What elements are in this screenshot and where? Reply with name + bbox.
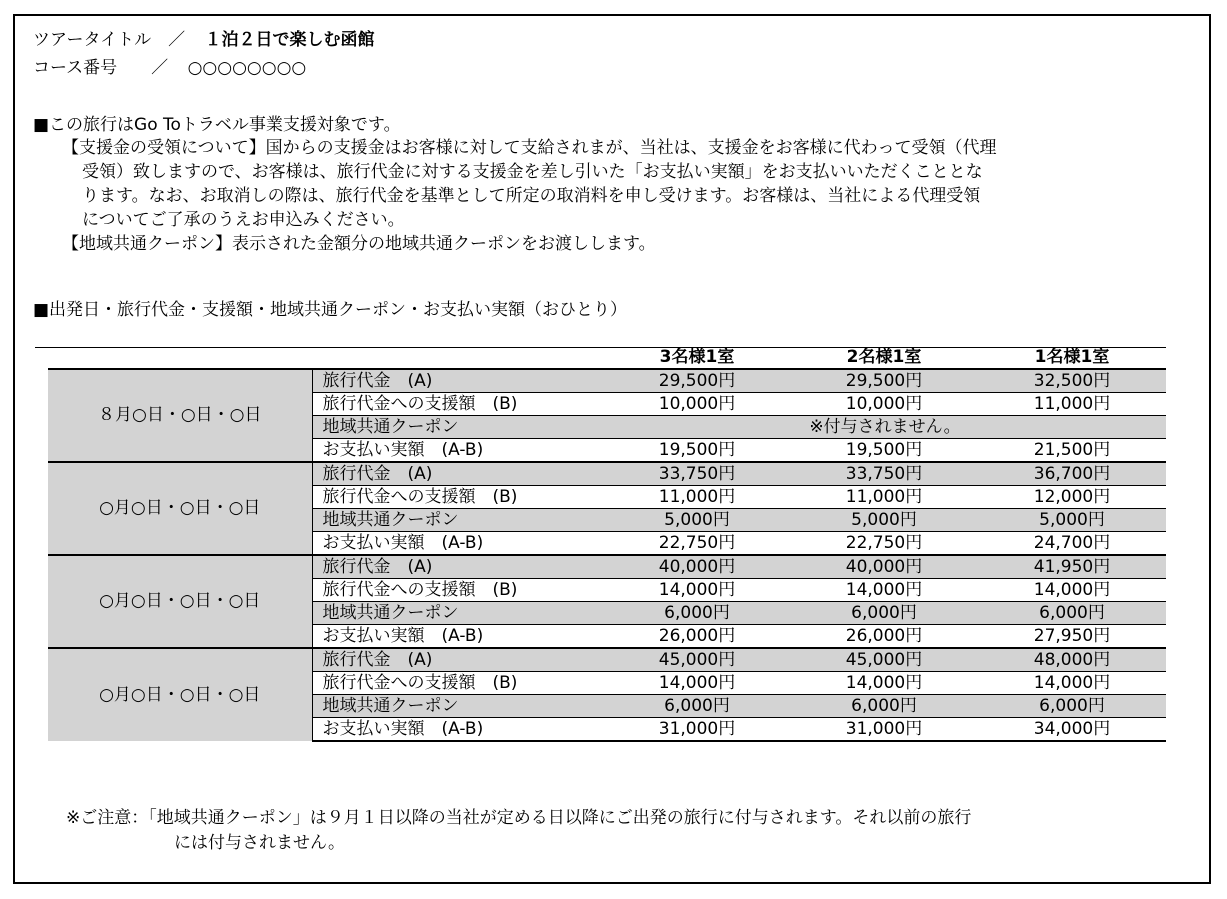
fare-value-cell: 11,000円 [790, 486, 978, 509]
fare-value-cell: 6,000円 [790, 695, 978, 718]
departure-date-cell: ○月○日・○日・○日 [48, 462, 312, 555]
fare-item-label: お支払い実額 (A-B) [312, 532, 604, 556]
fare-value-cell: 11,000円 [978, 393, 1166, 416]
fare-value-cell: 19,500円 [790, 439, 978, 463]
fare-item-label: 地域共通クーポン [312, 602, 604, 625]
fare-value-cell: 32,500円 [978, 369, 1166, 393]
fare-item-label: 地域共通クーポン [312, 695, 604, 718]
fare-value-cell: 36,700円 [978, 462, 1166, 486]
table-header-row [48, 346, 1166, 369]
course-number-label: コース番号 ／ [33, 58, 169, 78]
table-row [48, 555, 1166, 579]
departure-date-cell: ８月○日・○日・○日 [48, 369, 312, 462]
fare-value-cell: 33,750円 [604, 462, 790, 486]
fare-value-cell: 6,000円 [978, 695, 1166, 718]
fare-value-cell: 29,500円 [790, 369, 978, 393]
fare-item-label: 旅行代金への支援額 (B) [312, 579, 604, 602]
fare-value-cell: 5,000円 [978, 509, 1166, 532]
fare-value-cell: 6,000円 [790, 602, 978, 625]
fare-item-label: お支払い実額 (A-B) [312, 718, 604, 742]
caution-line: ※ご注意：「地域共通クーポン」は９月１日以降の当社が定める日以降にご出発の旅行に付与されます。それ以前の旅行 [66, 808, 972, 828]
notice-line: 【支援金の受領について】国からの支援金はお客様に対して支給されまが、当社は、支援金をお客様に代わって受領（代理 [62, 138, 997, 158]
fare-table [48, 346, 1166, 742]
column-header: 1名様1室 [1034, 346, 1110, 367]
fare-item-label: 旅行代金への支援額 (B) [312, 393, 604, 416]
fare-value-cell: 27,950円 [978, 625, 1166, 649]
column-header: 3名様1室 [659, 346, 735, 367]
fare-value-cell: 5,000円 [604, 509, 790, 532]
table-row [48, 369, 1166, 393]
caution-line: には付与されません。 [174, 833, 346, 853]
fare-table-heading: ■出発日・旅行代金・支援額・地域共通クーポン・お支払い実額（おひとり） [33, 300, 628, 320]
fare-value-cell: 48,000円 [978, 648, 1166, 672]
fare-value-cell: 34,000円 [978, 718, 1166, 742]
departure-date-cell: ○月○日・○日・○日 [48, 555, 312, 648]
fare-item-label: 旅行代金 (A) [312, 648, 604, 672]
fare-item-label: 旅行代金への支援額 (B) [312, 486, 604, 509]
fare-value-cell: 6,000円 [604, 695, 790, 718]
fare-item-label: 旅行代金 (A) [312, 369, 604, 393]
fare-value-cell: 12,000円 [978, 486, 1166, 509]
fare-value-cell: 40,000円 [790, 555, 978, 579]
fare-item-label: 旅行代金 (A) [312, 555, 604, 579]
tour-title-row [33, 28, 375, 52]
fare-value-cell: 14,000円 [604, 579, 790, 602]
notice-line: ります。なお、お取消しの際は、旅行代金を基準として所定の取消料を申し受けます。お客様は、当社による代理受領 [82, 186, 981, 206]
fare-value-cell: 5,000円 [790, 509, 978, 532]
fare-item-label: 地域共通クーポン [312, 416, 604, 439]
fare-value-cell: 24,700円 [978, 532, 1166, 556]
fare-value-cell: 14,000円 [790, 579, 978, 602]
departure-date-cell: ○月○日・○日・○日 [48, 648, 312, 741]
header-blank [312, 346, 604, 369]
tour-title-value: １泊２日で楽しむ函館 [204, 30, 375, 50]
fare-value-cell: 33,750円 [790, 462, 978, 486]
course-number-row [33, 56, 306, 80]
table-row [48, 462, 1166, 486]
table-row [48, 648, 1166, 672]
fare-value-cell: 40,000円 [604, 555, 790, 579]
fare-value-cell: 29,500円 [604, 369, 790, 393]
notice-line: 受領）致しますので、お客様は、旅行代金に対する支援金を差し引いた「お支払い実額」をお支払いいただくこととな [82, 162, 983, 182]
fare-value-cell: 22,750円 [790, 532, 978, 556]
fare-item-label: 旅行代金への支援額 (B) [312, 672, 604, 695]
fare-value-cell: 21,500円 [978, 439, 1166, 463]
course-number-value: ○○○○○○○○ [187, 58, 307, 78]
fare-value-cell: 14,000円 [978, 579, 1166, 602]
fare-value-cell: 14,000円 [604, 672, 790, 695]
fare-value-cell: 45,000円 [604, 648, 790, 672]
fare-value-cell: 22,750円 [604, 532, 790, 556]
fare-item-label: お支払い実額 (A-B) [312, 439, 604, 463]
fare-item-label: 地域共通クーポン [312, 509, 604, 532]
fare-item-label: お支払い実額 (A-B) [312, 625, 604, 649]
notice-line: についてご了承のうえお申込みください。 [82, 210, 405, 230]
fare-value-cell: 41,950円 [978, 555, 1166, 579]
tour-title-label: ツアータイトル ／ [33, 30, 186, 50]
column-header: 2名様1室 [846, 346, 922, 367]
fare-value-cell: 14,000円 [978, 672, 1166, 695]
coupon-notice-line: 【地域共通クーポン】表示された金額分の地域共通クーポンをお渡しします。 [62, 234, 656, 254]
fare-item-label: 旅行代金 (A) [312, 462, 604, 486]
coupon-not-granted-note: ※付与されません。 [604, 416, 1166, 439]
fare-value-cell: 10,000円 [790, 393, 978, 416]
fare-value-cell: 11,000円 [604, 486, 790, 509]
fare-value-cell: 6,000円 [604, 602, 790, 625]
fare-value-cell: 31,000円 [604, 718, 790, 742]
fare-value-cell: 10,000円 [604, 393, 790, 416]
notice-heading: ■この旅行はGo Toトラベル事業支援対象です。 [33, 115, 401, 135]
fare-value-cell: 19,500円 [604, 439, 790, 463]
fare-value-cell: 14,000円 [790, 672, 978, 695]
fare-value-cell: 31,000円 [790, 718, 978, 742]
fare-value-cell: 26,000円 [604, 625, 790, 649]
fare-value-cell: 45,000円 [790, 648, 978, 672]
fare-value-cell: 26,000円 [790, 625, 978, 649]
fare-value-cell: 6,000円 [978, 602, 1166, 625]
header-blank [48, 346, 312, 369]
